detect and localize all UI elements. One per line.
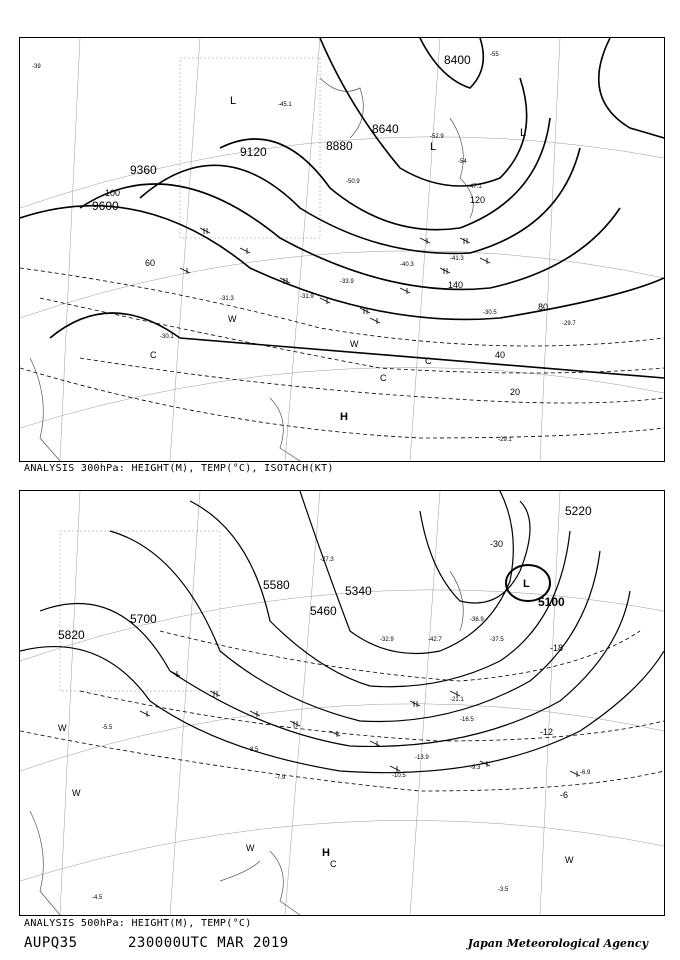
wind-barbs bbox=[180, 228, 490, 324]
temp-label: -3.5 bbox=[498, 887, 509, 893]
temp-label: -31.3 bbox=[220, 296, 234, 302]
warm-center-marker: W bbox=[246, 843, 255, 853]
temp-label: -52.9 bbox=[430, 134, 444, 140]
agency-name: Japan Meteorological Agency bbox=[467, 937, 648, 950]
isotach-labels bbox=[105, 188, 548, 397]
cold-center-marker: C bbox=[330, 859, 337, 869]
high-center-marker: H bbox=[322, 847, 330, 859]
temp-label: -30.1 bbox=[160, 334, 174, 340]
height-label-5820: 5820 bbox=[58, 628, 85, 642]
isotherm-label-minus6: -6 bbox=[560, 790, 569, 800]
temp-label: -10.5 bbox=[392, 773, 406, 779]
height-label-9360: 9360 bbox=[130, 163, 157, 177]
height-label-5700: 5700 bbox=[130, 612, 157, 626]
temp-label: -32.9 bbox=[380, 637, 394, 643]
isotach-label-140: 140 bbox=[448, 280, 464, 290]
temp-label: -54 bbox=[458, 159, 467, 165]
height-label-5340: 5340 bbox=[345, 584, 372, 598]
chart-300hpa bbox=[19, 37, 665, 462]
wind-barbs bbox=[140, 671, 580, 777]
low-center-marker: L bbox=[520, 127, 527, 139]
height-label-5100: 5100 bbox=[538, 595, 565, 609]
temp-label: -6.9 bbox=[580, 770, 591, 776]
temp-label: -30.5 bbox=[483, 310, 497, 316]
cold-center-marker: C bbox=[380, 373, 387, 383]
analysis-datetime: 230000UTC MAR 2019 bbox=[128, 935, 289, 951]
cold-center-marker: C bbox=[425, 356, 432, 366]
height-labels bbox=[92, 53, 471, 213]
isotherm-contours bbox=[20, 631, 664, 791]
temp-label: -29.1 bbox=[498, 437, 512, 443]
height-label-5460: 5460 bbox=[310, 604, 337, 618]
height-label-9120: 9120 bbox=[240, 145, 267, 159]
map-500hpa bbox=[20, 491, 664, 915]
isotach-label-60: 60 bbox=[145, 258, 156, 268]
temp-label: -40.3 bbox=[400, 262, 414, 268]
isotach-label-100: 100 bbox=[105, 188, 121, 198]
stipple-area bbox=[60, 531, 220, 691]
chart-500hpa bbox=[19, 490, 665, 916]
isotach-label-120: 120 bbox=[470, 195, 486, 205]
graticule bbox=[20, 491, 664, 915]
temp-label: -4.5 bbox=[92, 895, 103, 901]
temp-label: -37.5 bbox=[490, 637, 504, 643]
caption-500hpa: ANALYSIS 500hPa: HEIGHT(M), TEMP(°C) bbox=[24, 918, 252, 929]
temp-label: -47.1 bbox=[468, 184, 482, 190]
temp-label: -8.5 bbox=[248, 747, 259, 753]
warm-center-marker: W bbox=[58, 723, 67, 733]
low-center-marker: L bbox=[230, 95, 237, 107]
temp-label: -42.7 bbox=[428, 637, 442, 643]
height-label-5580: 5580 bbox=[263, 578, 290, 592]
isotach-label-80: 80 bbox=[538, 302, 549, 312]
isotach-label-40: 40 bbox=[495, 350, 506, 360]
coastlines bbox=[30, 571, 463, 915]
height-label-8880: 8880 bbox=[326, 139, 353, 153]
temp-label: -21.1 bbox=[450, 697, 464, 703]
temp-label: -41.3 bbox=[450, 256, 464, 262]
temp-labels bbox=[32, 52, 576, 443]
cold-center-marker: C bbox=[150, 350, 157, 360]
height-label-5220: 5220 bbox=[565, 504, 592, 518]
caption-300hpa: ANALYSIS 300hPa: HEIGHT(M), TEMP(°C), ISOTACH(KT) bbox=[24, 463, 334, 474]
low-center-marker: L bbox=[430, 141, 437, 153]
isotach-label-20: 20 bbox=[510, 387, 521, 397]
temp-label: -13.9 bbox=[415, 755, 429, 761]
warm-center-marker: W bbox=[72, 788, 81, 798]
temp-label: -9.3 bbox=[470, 765, 481, 771]
low-center-marker: L bbox=[523, 578, 530, 590]
temp-label: -7.9 bbox=[275, 775, 286, 781]
isotherm-label-minus12: -12 bbox=[540, 727, 554, 737]
temp-label: -29.7 bbox=[562, 321, 576, 327]
warm-center-marker: W bbox=[565, 855, 574, 865]
bulletin-code: AUPQ35 bbox=[24, 935, 78, 951]
temp-label: -33.9 bbox=[340, 279, 354, 285]
height-label-9600: 9600 bbox=[92, 199, 119, 213]
temp-label: -31.9 bbox=[300, 294, 314, 300]
temp-label: -36.9 bbox=[470, 617, 484, 623]
temp-label: -16.5 bbox=[460, 717, 474, 723]
temp-label: -50.9 bbox=[346, 179, 360, 185]
temp-label: -39 bbox=[32, 64, 41, 70]
temp-label: -27.3 bbox=[320, 557, 334, 563]
isotherm-label-minus18: -18 bbox=[550, 643, 564, 653]
temp-label: -5.5 bbox=[102, 725, 113, 731]
warm-center-marker: W bbox=[350, 339, 359, 349]
high-center-marker: H bbox=[340, 411, 348, 423]
map-300hpa bbox=[20, 38, 664, 461]
height-label-8640: 8640 bbox=[372, 122, 399, 136]
graticule bbox=[20, 38, 664, 461]
temp-label: -45.1 bbox=[278, 102, 292, 108]
isotherm-label-minus30: -30 bbox=[490, 539, 504, 549]
temp-label: -55 bbox=[490, 52, 499, 58]
height-label-8400: 8400 bbox=[444, 53, 471, 67]
warm-center-marker: W bbox=[228, 314, 237, 324]
